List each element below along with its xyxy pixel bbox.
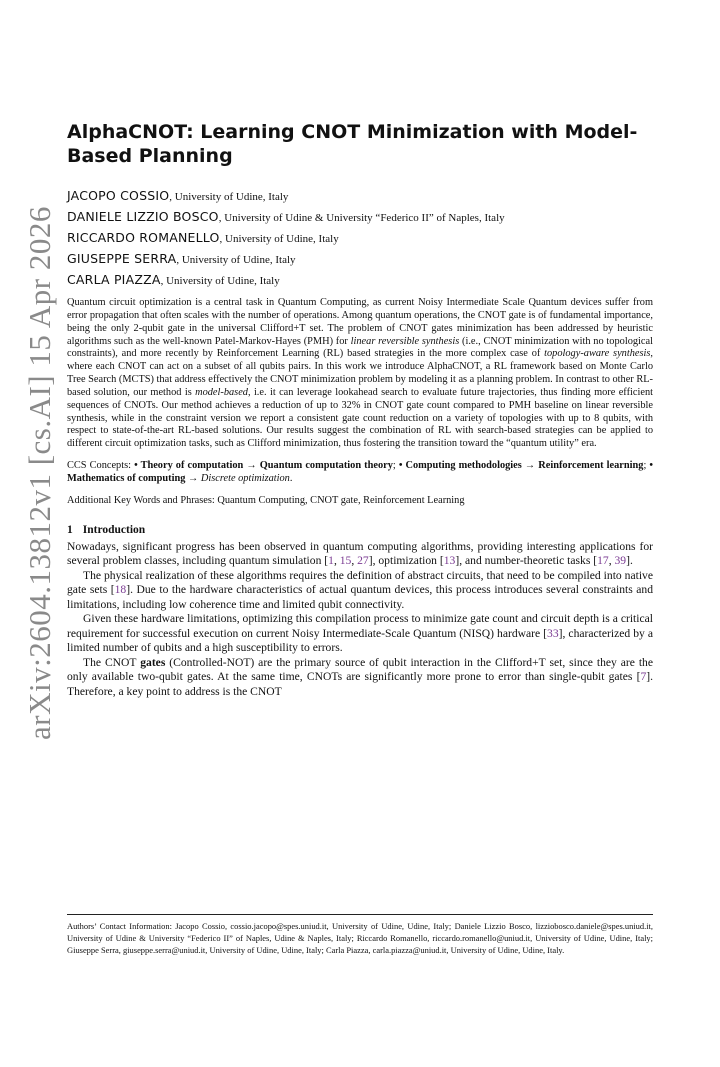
author-entry: RICCARDO ROMANELLO, University of Udine, Italy	[67, 230, 339, 245]
author-entry: GIUSEPPE SERRA, University of Udine, Italy	[67, 251, 296, 266]
paragraph: The physical realization of these algorithms requires the definition of abstract circuits, that need to be compiled into native gate sets [18]. Due to the hardware characteristics of actual quantum devices, this process introduces several constraints and limitations, including low coherence time and limited qubit connectivity.	[67, 568, 654, 611]
author-entry: JACOPO COSSIO, University of Udine, Italy	[67, 188, 289, 203]
author-name: JACOPO COSSIO	[67, 188, 170, 203]
section-number: 1	[67, 523, 73, 536]
introduction-body	[67, 540, 653, 700]
citation-link[interactable]: 7	[640, 670, 647, 684]
citation-link[interactable]: 17	[597, 554, 609, 568]
emphasis-linear-reversible-synthesis: linear reversible synthesis	[350, 335, 460, 347]
author-contact-footnote: Authors’ Contact Information: Jacopo Cossio, cossio.jacopo@spes.uniud.it, University of Udine, Udine, Italy; Daniele Lizzio Bosco, lizziobosco.daniele@spes.uniud.it, University of Udine & University “Federico II” of Naples, Udine & Naples, Italy; Riccardo Romanello, riccardo.romanello@uniud.it, University of Udine, Udine, Italy; Giuseppe Serra, giuseppe.serra@uniud.it, University of Udine, Udine, Italy; Carla Piazza, carla.piazza@uniud.it, University of Udine, Udine, Italy.	[67, 921, 653, 955]
author-name: DANIELE LIZZIO BOSCO	[67, 209, 219, 224]
author-affiliation: University of Udine, Italy	[174, 191, 289, 203]
paper-title: AlphaCNOT: Learning CNOT Minimization with Model-Based Planning	[67, 121, 638, 167]
citation-link[interactable]: 39	[614, 554, 627, 568]
author-entry: CARLA PIAZZA, University of Udine, Italy	[67, 272, 280, 287]
ccs-concepts: CCS Concepts: • Theory of computation → Quantum computation theory; • Computing methodologies → Reinforcement learning; • Mathematics of computing → Discrete optimization.	[67, 460, 654, 484]
author-list	[67, 186, 653, 291]
citation-link[interactable]: 27	[357, 554, 369, 568]
citation-link[interactable]: 15	[339, 554, 352, 568]
paragraph: The CNOT gates (Controlled-NOT) are the primary source of qubit interaction in the Clifford+T set, since they are the only available two-qubit gates. At the same time, CNOTs are significantly more prone to error than single-qubit gates [7]. Therefore, a key point to address is the CNOT	[67, 655, 653, 698]
author-affiliation: University of Udine & University “Federico II” of Naples, Italy	[224, 212, 505, 224]
paragraph: Nowadays, significant progress has been observed in quantum computing algorithms, providing interesting applications for several problem classes, including quantum simulation [1, 15, 27], optimization [13], and number-theoretic tasks [17, 39].	[67, 539, 653, 568]
author-name: CARLA PIAZZA	[67, 272, 161, 287]
citation-link[interactable]: 1	[328, 554, 334, 568]
footnote-divider	[67, 914, 653, 915]
paper-page	[67, 120, 653, 699]
section-title: Introduction	[82, 523, 146, 536]
citation-link[interactable]: 33	[547, 626, 559, 640]
section-heading	[67, 524, 653, 536]
paragraph: Given these hardware limitations, optimizing this compilation process to minimize gate count and circuit depth is a critical requirement for successful execution on current Noisy Intermediate-Scale Quantum (NISQ) hardware [33], characterized by a limited number of qubits and a high susceptibility to errors.	[67, 612, 653, 655]
author-name: RICCARDO ROMANELLO	[67, 230, 220, 245]
author-affiliation: University of Udine, Italy	[225, 233, 339, 245]
arxiv-identifier-stamp: arXiv:2604.13812v1 [cs.AI] 15 Apr 2026	[22, 206, 57, 740]
emphasis-model-based: model-based	[195, 386, 248, 398]
citation-link[interactable]: 13	[443, 554, 456, 568]
emphasis-topology-aware-synthesis: topology-aware synthesis	[544, 348, 651, 360]
author-affiliation: University of Udine, Italy	[181, 254, 296, 266]
keywords: Additional Key Words and Phrases: Quantum Computing, CNOT gate, Reinforcement Learning	[67, 494, 465, 506]
citation-link[interactable]: 18	[114, 583, 127, 597]
author-affiliation: University of Udine, Italy	[166, 275, 280, 287]
author-entry: DANIELE LIZZIO BOSCO, University of Udine & University “Federico II” of Naples, Italy	[67, 209, 505, 224]
abstract: Quantum circuit optimization is a central task in Quantum Computing, as current Noisy Intermediate Scale Quantum devices suffer from error propagation that often scales with the number of operations. Among quantum operations, the CNOT gate is of fundamental importance, being the only 2-qubit gate in the universal Clifford+T set. The problem of CNOT gates minimization has been addressed by heuristic algorithms such as the well-known Patel-Markov-Hayes (PMH) for linear reversible synthesis (i.e., CNOT minimization with no topological constraints), and more recently by Reinforcement Learning (RL) based strategies in the more complex case of topology-aware synthesis, where each CNOT can act on a subset of all qubits pairs. In this work we introduce AlphaCNOT, a RL framework based on Monte Carlo Tree Search (MCTS) that address effectively the CNOT minimization problem by modeling it as a planning problem. In contrast to other RL-based solution, our method is model-based, i.e. it can leverage lookahead search to evaluate future trajectories, thus finding more efficient sequences of CNOTs. Our method achieves a reduction of up to 32% in CNOT gate count compared to PMH baseline on linear reversible synthesis, while in the constraint version we report a consistent gate count reduction on a variety of topologies with up to 8 qubits, with respect to state-of-the-art RL-based solutions. Our results suggest the combination of RL with search-based strategies can be applied to different circuit optimization tasks, such as Clifford minimization, thus fostering the transition toward the “quantum utility” era.	[67, 297, 653, 450]
author-name: GIUSEPPE SERRA	[67, 251, 177, 266]
